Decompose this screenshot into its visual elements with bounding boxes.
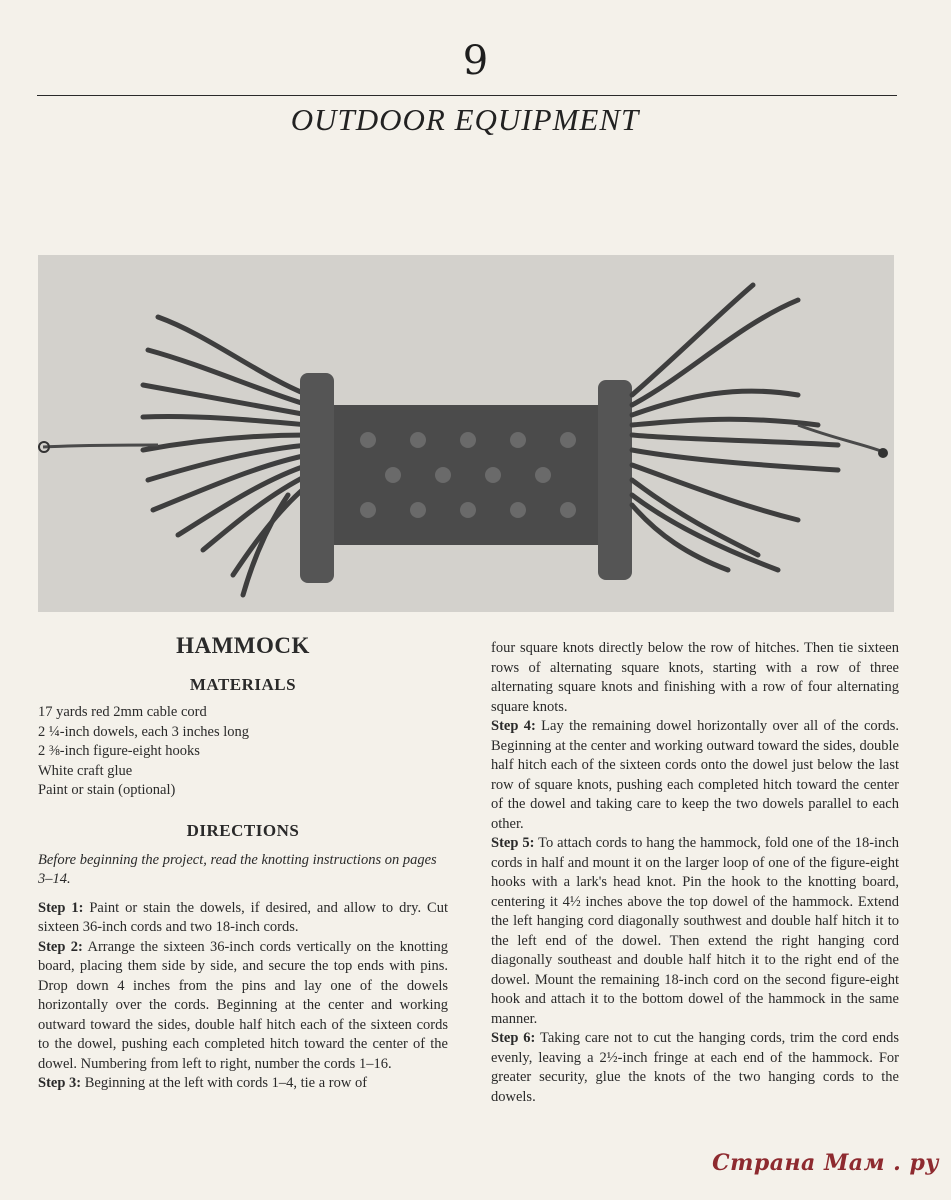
right-column	[491, 639, 899, 1107]
step-label: Step 4:	[491, 718, 536, 734]
chapter-number: 9	[462, 38, 489, 84]
hammock-photo	[38, 255, 894, 612]
step-label: Step 3:	[38, 1075, 82, 1091]
step-6	[491, 1029, 899, 1107]
step-text: Lay the remaining dowel horizontally over all of the cords. Beginning at the center and working outward toward the sides, double half hitch each of the sixteen cords onto the dowel just below the last row of square knots, pushing each completed hitch toward the center of the dowel and taking care to keep the two dowels parallel to each other.	[491, 718, 899, 832]
step-text: Beginning at the left with cords 1–4, tie a row of	[81, 1075, 368, 1091]
step-2	[38, 938, 448, 1075]
step-3	[38, 1074, 448, 1094]
directions-intro: Before beginning the project, read the knotting instructions on pages 3–14.	[38, 851, 437, 887]
step-label: Step 1:	[38, 899, 84, 916]
step-text: Taking care not to cut the hanging cords, trim the cord ends evenly, leaving a 2½-inch fringe at each end of the hammock. For greater security, glue the knots of the two hanging cords to the dowels.	[491, 1030, 899, 1105]
step-text: Paint or stain the dowels, if desired, and allow to dry. Cut sixteen 36-inch cords and two 18-inch cords.	[38, 899, 448, 935]
step-3-continued: four square knots directly below the row of hitches. Then tie sixteen rows of alternating square knots, starting with a row of three alternating square knots and finishing with a row of four alternating square knots.	[491, 640, 899, 715]
step-text: Arrange the sixteen 36-inch cords vertically on the knotting board, placing them side by side, and secure the top ends with pins. Drop down 4 inches from the pins and lay one of the dowels horizontally over the cords. Beginning at the center and working outward toward the sides, double half hitch each of the sixteen cords to the dowel, pushing each completed hitch toward the center of the dowel. Numbering from left to right, number the cords 1–16.	[38, 938, 448, 1072]
chapter-title: OUTDOOR EQUIPMENT	[290, 102, 640, 137]
macrame-hammock-photo-icon	[38, 255, 894, 612]
project-title: HAMMOCK	[176, 633, 310, 658]
directions-heading: DIRECTIONS	[186, 820, 300, 840]
step-label: Step 6:	[491, 1030, 536, 1046]
step-text: To attach cords to hang the hammock, fold one of the 18-inch cords in half and mount it on the larger loop of one of the figure-eight hooks with a lark's head knot. Pin the hook to the knotting board, centering it 4½ inches above the top dowel of the hammock. Extend the left hanging cord diagonally southwest and double half hitch it to the left end of the dowel. Then extend the right hanging cord diagonally southeast and double half hitch it to the right end of the dowel. Mount the remaining 18-inch cord on the second figure-eight hook and attach it to the bottom dowel of the hammock in the same manner.	[491, 835, 899, 1027]
step-label: Step 2:	[38, 938, 83, 955]
list-item: 2 ⅜-inch figure-eight hooks	[38, 743, 200, 759]
materials-heading: MATERIALS	[189, 675, 297, 694]
list-item: 17 yards red 2mm cable cord	[38, 704, 207, 720]
site-watermark: Страна Мам . ру	[712, 1150, 939, 1176]
materials-list	[38, 703, 448, 801]
list-item: White craft glue	[38, 762, 133, 779]
list-item: Paint or stain (optional)	[38, 782, 176, 798]
step-5	[491, 834, 899, 1029]
left-column	[38, 633, 448, 1094]
step-label: Step 5:	[491, 835, 535, 851]
step-4	[491, 717, 899, 834]
list-item: 2 ¼-inch dowels, each 3 inches long	[38, 723, 250, 740]
header-rule	[37, 95, 897, 96]
step-1	[38, 899, 448, 938]
